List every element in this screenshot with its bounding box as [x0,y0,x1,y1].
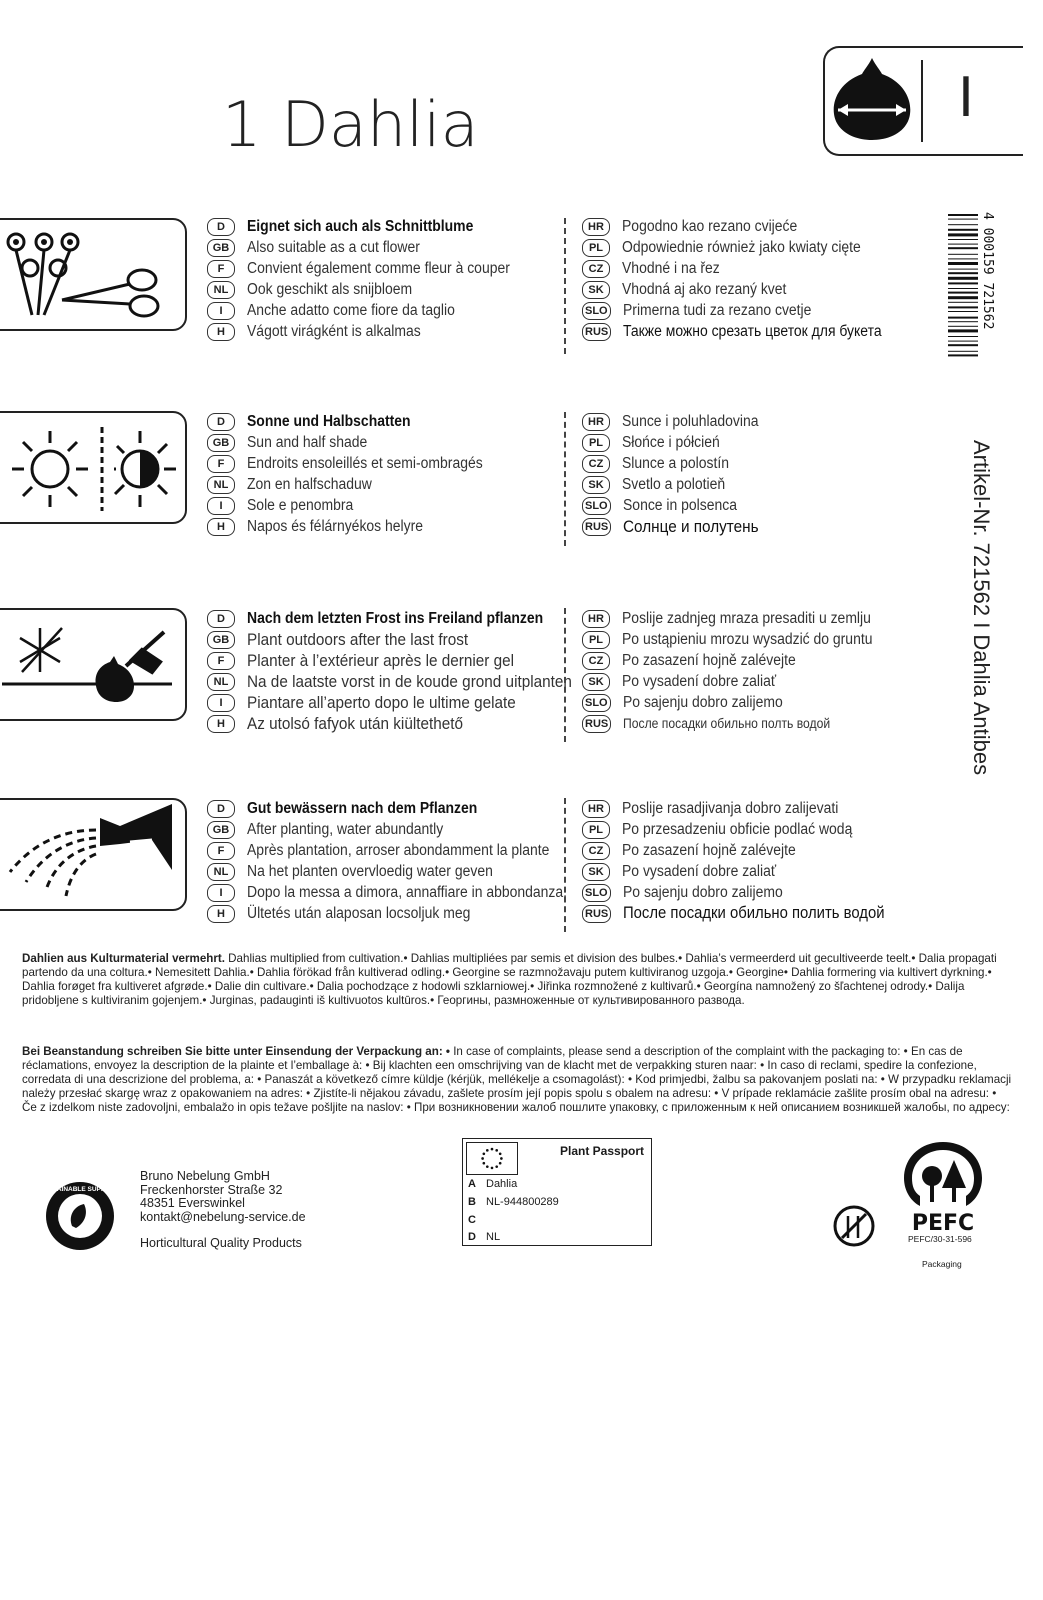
list-item-text: Svetlo a polotieň [622,475,726,493]
list-item [582,321,932,342]
list-item [207,432,557,453]
language-badge: GB [207,239,235,257]
language-badge: HR [582,218,610,236]
list-item-text: Słońce i półcień [622,433,720,451]
section-1-left-list [207,216,557,342]
pefc-code: PEFC/30-31-596 [908,1234,972,1244]
plant-passport-row [468,1196,559,1208]
cut-flower-icon-box [0,218,187,331]
list-item-text: После посадки обильно полить водой [623,904,885,922]
list-item-text: Ültetés után alaposan locsoljuk meg [247,904,471,922]
list-item [207,882,568,903]
list-item [582,882,932,903]
frost-icon-box [0,608,187,721]
barcode [940,208,1010,398]
list-item [207,258,557,279]
language-badge: I [207,694,235,712]
list-item [207,453,557,474]
section-4-left-list [207,798,568,924]
list-item [207,819,557,840]
list-item [582,216,932,237]
language-badge: D [207,800,235,818]
section-divider [564,412,566,546]
list-item-text: Piantare all’aperto dopo le ultime gelate [247,692,516,712]
row-key: B [468,1196,476,1208]
list-item-text: Vhodná aj ako rezaný kvet [622,280,787,298]
list-item [582,650,932,671]
list-item-text: Napos és félárnyékos helyre [247,517,424,535]
language-badge: SK [582,863,610,881]
language-badge: D [207,610,235,628]
company-line: Freckenhorster Straße 32 [140,1182,283,1197]
list-item-text: Slunce a polostín [622,454,730,472]
section-2-left-list [207,411,557,537]
list-item-text: Planter à l’extérieur après le dernier gel [247,650,515,670]
list-item-text: Po vysadení dobre zaliať [622,862,777,880]
list-item-text: Солнце и полутень [623,516,759,536]
pefc-label: Packaging [922,1259,962,1269]
page-title: 1 Dahlia [222,88,479,161]
size-divider [921,60,923,142]
list-item-text: Po zasazení hojně zalévejte [622,651,796,669]
list-item [207,411,557,432]
list-item-text: Pogodno kao rezano cvijeće [622,217,798,235]
list-item-text: После посадки обильно полть водой [623,716,831,731]
plant-passport-row [468,1178,517,1190]
list-item-text: Po vysadení dobre zaliať [622,672,777,690]
list-item [582,608,932,629]
language-badge: PL [582,821,610,839]
row-key: C [468,1214,476,1226]
list-item [582,819,932,840]
language-badge: SLO [582,884,611,902]
language-badge: I [207,302,235,320]
list-item [582,903,932,924]
language-badge: I [207,884,235,902]
language-badge: D [207,218,235,236]
size-letter: I [958,66,974,129]
list-item-text: Convient également comme fleur à couper [247,259,510,277]
language-badge: RUS [582,323,611,341]
cut-flower-scissors-icon [2,220,187,330]
language-badge: SK [582,281,610,299]
list-item-text: Endroits ensoleillés et semi-ombragés [247,454,483,472]
language-badge: PL [582,631,610,649]
row-value: Dahlia [486,1178,518,1190]
company-line: 48351 Everswinkel [140,1196,245,1210]
section-2-right-list [582,411,932,537]
list-item [207,495,557,516]
list-item [582,237,932,258]
language-badge: CZ [582,652,610,670]
sun-half-shade-icon [2,413,187,523]
list-item-text: Ook geschikt als snijbloem [247,280,413,298]
packaging-symbol-icon [832,1204,876,1248]
cultivation-note [22,952,1012,1008]
article-number: Artikel-Nr. 721562 I Dahlia Antibes [969,440,994,776]
language-badge: PL [582,434,610,452]
svg-text:PEFC: PEFC [911,1211,975,1236]
list-item [582,279,932,300]
language-badge: HR [582,610,610,628]
section-3-left-list [207,608,572,734]
list-item-text: Po sajenju dobro zalijemo [622,883,783,901]
plant-after-frost-icon [2,610,187,720]
language-badge: CZ [582,455,610,473]
language-badge: NL [207,281,235,299]
language-badge: SLO [582,497,611,515]
list-item-text: Après plantation, arroser abondamment la plante [247,841,550,859]
cultivation-note-heading: Dahlien aus Kulturmaterial vermehrt. [22,952,225,965]
company-line: Bruno Nebelung GmbH [140,1169,270,1183]
list-item-text: Na het planten overvloedig water geven [247,862,493,880]
language-badge: RUS [582,905,611,923]
list-item-text: Nach dem letzten Frost ins Freiland pflanzen [247,609,544,627]
list-item-text: Sonne und Halbschatten [247,412,411,430]
language-badge: H [207,905,235,923]
eu-flag-icon [466,1142,518,1175]
language-badge: GB [207,631,235,649]
complaints-note [22,1045,1012,1115]
list-item-text: Az utolsó fafyok után kiültethető [247,713,464,733]
list-item-text: Odpowiednie również jako kwiaty cięte [622,238,861,256]
plant-passport-row [468,1231,500,1243]
list-item [582,258,932,279]
language-badge: F [207,260,235,278]
list-item [582,495,932,516]
list-item [207,671,572,692]
list-item-text: Также можно срезать цветок для букета [623,322,882,340]
list-item [207,279,557,300]
list-item [207,903,557,924]
language-badge: F [207,842,235,860]
company-tagline: Horticultural Quality Products [140,1236,302,1250]
section-divider [564,608,566,742]
language-badge: I [207,497,235,515]
company-address [140,1170,306,1224]
list-item-text: Anche adatto come fiore da taglio [247,301,455,319]
list-item-text: Vhodné i na řez [622,259,720,277]
language-badge: HR [582,800,610,818]
list-item-text: Vágott virágként is alkalmas [247,322,421,340]
row-value: NL-944800289 [486,1196,559,1208]
list-item-text: Po przesadzeniu obficie podlać wodą [622,820,853,838]
list-item [207,692,557,713]
list-item-text: Also suitable as a cut flower [247,238,420,256]
list-item [582,432,932,453]
list-item [207,237,557,258]
language-badge: NL [207,476,235,494]
list-item [582,629,932,650]
list-item [582,861,932,882]
row-key: A [468,1178,476,1190]
list-item [207,216,557,237]
language-badge: PL [582,239,610,257]
language-badge: H [207,323,235,341]
language-badge: NL [207,673,235,691]
list-item [582,692,932,713]
list-item-text: Po zasazení hojně zalévejte [622,841,796,859]
language-badge: H [207,518,235,536]
list-item-text: Dopo la messa a dimora, annaffiare in abbondanza. [247,883,568,901]
list-item-text: Sole e penombra [247,496,354,514]
list-item-text: Po ustąpieniu mrozu wysadzić do gruntu [622,630,873,648]
language-badge: F [207,652,235,670]
sustainable-supplier-logo [39,1180,121,1252]
plant-passport-row [468,1214,486,1226]
list-item-text: Eignet sich auch als Schnittblume [247,217,474,235]
barcode-digits: 4 000159 721562 [980,212,995,330]
language-badge: SLO [582,694,611,712]
language-badge: GB [207,434,235,452]
complaints-note-heading: Bei Beanstandung schreiben Sie bitte unter Einsendung der Verpackung an: • [22,1045,450,1058]
list-item [207,321,557,342]
list-item [207,516,557,537]
list-item [207,474,557,495]
watering-can-icon [2,800,187,910]
cultivation-note-text: Dahlias multiplied from cultivation.• Dahlias multipliées par semis et division des bulbes.• Dahlia’s vermeerderd uit gecultiveerde teelt.• Dalia propagati partendo da una coltura.• Nemesitett Dahlia.• Dahlia förökad från kultiverad odling.• Georgine se razmnožavaju putem kultiviranog uzgoja.• Georgine• Dahlia formering via kultivert dyrkning.• Dahlia forøget fra kultiveret afgrøde.• Dalie din cultivare.• Dalia pochodzące z hodowli szklarniowej.• Jiřinka rozmnožené z kultivarů.• Georgína namnožený zo šľachtenej odrody.• Dalija pridobljene s kultiviranim gojenjem.• Jurginas, padauginti iš kultivuotos kultūros.• Георгины, размноженные от культивированного развода. [22,952,997,1007]
svg-text:SUSTAINABLE SUPPLIER: SUSTAINABLE SUPPLIER [39,1186,121,1193]
language-badge: RUS [582,715,611,733]
list-item [582,671,932,692]
language-badge: CZ [582,842,610,860]
list-item [582,474,932,495]
list-item [207,629,557,650]
list-item [582,798,932,819]
list-item-text: Primerna tudi za rezano cvetje [622,301,812,319]
language-badge: SK [582,673,610,691]
list-item [207,608,557,629]
section-divider [564,798,566,932]
language-badge: F [207,455,235,473]
list-item [582,713,932,734]
list-item-text: Poslije rasadjivanja dobro zalijevati [622,799,839,817]
list-item [207,713,557,734]
list-item-text: Sunce i poluhladovina [622,412,759,430]
list-item [582,840,932,861]
list-item [582,516,932,537]
list-item [207,650,557,671]
list-item-text: Poslije zadnjeg mraza presaditi u zemlju [622,609,871,627]
language-badge: RUS [582,518,611,536]
language-badge: SLO [582,302,611,320]
list-item [582,411,932,432]
language-badge: SK [582,476,610,494]
section-3-right-list [582,608,932,734]
list-item-text: After planting, water abundantly [247,820,444,838]
pefc-logo [898,1138,988,1238]
list-item-text: Zon en halfschaduw [247,475,372,493]
section-4-right-list [582,798,932,924]
list-item [207,840,557,861]
section-divider [564,218,566,354]
list-item-text: Sonce in polsenca [622,496,737,514]
list-item [207,300,557,321]
list-item-text: Gut bewässern nach dem Pflanzen [247,799,478,817]
sun-icon-box [0,411,187,524]
list-item-text: Na de laatste vorst in de koude grond uitplanten [247,671,572,691]
language-badge: CZ [582,260,610,278]
section-1-right-list [582,216,932,342]
list-item-text: Sun and half shade [247,433,368,451]
company-email: kontakt@nebelung-service.de [140,1209,306,1224]
language-badge: HR [582,413,610,431]
row-value: NL [486,1231,501,1243]
list-item [207,861,557,882]
list-item-text: Po sajenju dobro zalijemo [622,693,783,711]
list-item [207,798,557,819]
list-item [582,300,932,321]
plant-passport-title: Plant Passport [560,1144,645,1158]
language-badge: GB [207,821,235,839]
language-badge: H [207,715,235,733]
list-item-text: Plant outdoors after the last frost [247,629,469,649]
list-item [582,453,932,474]
bulb-size-icon [828,52,916,148]
complaints-note-text: In case of complaints, please send a description of the complaint with the packaging to: • En cas de réclamations, envoyez la description de la plainte et l’emballage à: • Bij klachten een omschrijving van de klacht met de verpakking sturen naar: • In caso di reclami, spedire la confezione, corredata di una descrizione del problema, a: • Panaszát a következő címre küldje (kérjük, mellékelje a csomagolást): • Kod primjedbi, žalbu sa pakovanjem poslati na: • W przypadku reklamacji należy przesłać skargę wraz z opakowaniem na adres: • Zjistíte-li nějakou závadu, zašlete prosím její popis spolu s obalem na adresu: • V prípade reklamácie zašlite prosím obal na adresu: • Če z izdelkom niste zadovoljni, embalažo in opis težave pošljite na naslov: • При возникновении жалоб пошлите упаковку, с приложенным к ней описанием возникшей жалобы, по адресу: [22,1045,1012,1114]
language-badge: D [207,413,235,431]
language-badge: NL [207,863,235,881]
watering-icon-box [0,798,187,911]
row-key: D [468,1231,476,1243]
